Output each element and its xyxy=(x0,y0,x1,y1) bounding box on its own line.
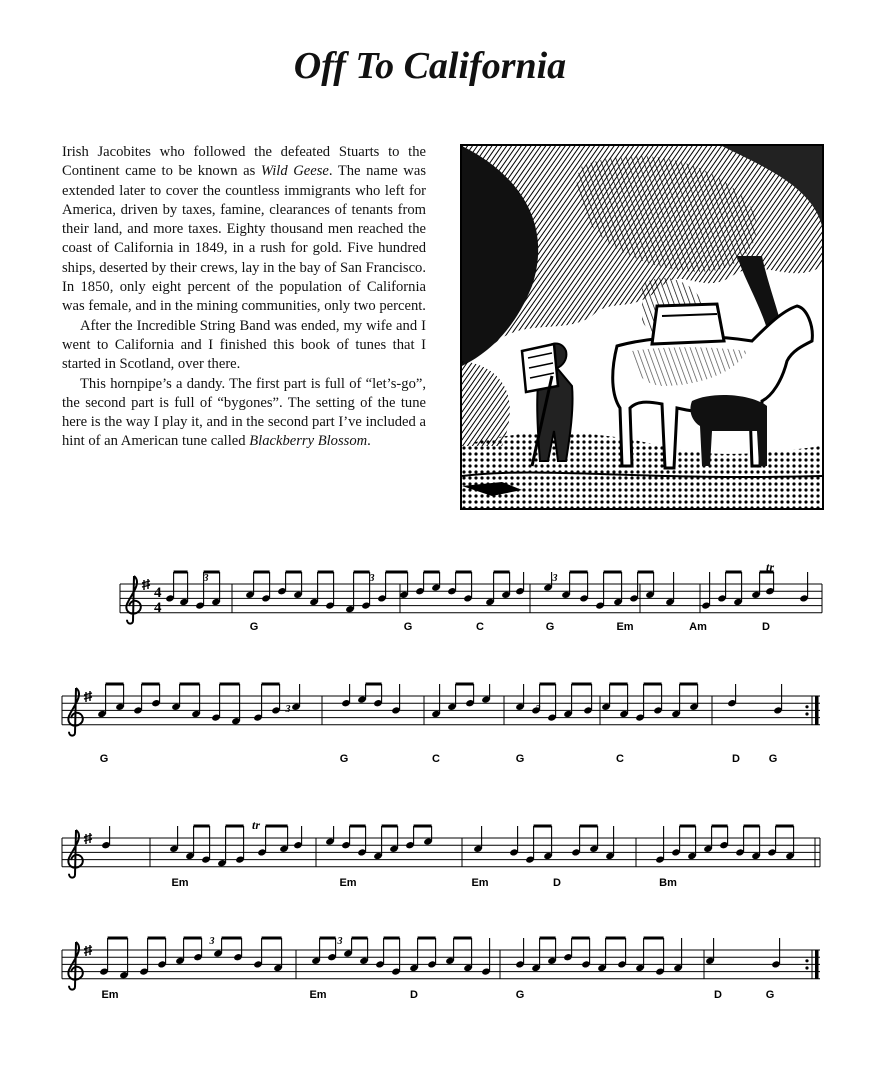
chord-label: D xyxy=(410,989,418,1001)
triplet-mark: 3 xyxy=(552,573,558,584)
triplet-mark: 3 xyxy=(285,704,291,715)
chord-label: G xyxy=(403,621,413,633)
chord-label: Em xyxy=(101,989,119,1001)
chord-label: G xyxy=(249,621,259,633)
chord-label: Bm xyxy=(659,877,677,889)
chord-label: G xyxy=(765,989,775,1001)
treble-clef-icon xyxy=(68,830,82,878)
chord-label: Em xyxy=(339,877,357,889)
treble-clef-icon xyxy=(68,688,82,736)
chord-label: G xyxy=(515,989,525,1001)
repeat-dot xyxy=(805,712,808,715)
repeat-dot xyxy=(805,966,808,969)
trill-ornament: tr xyxy=(766,560,775,574)
triplet-mark: 3 xyxy=(209,936,215,947)
final-barline xyxy=(815,950,819,979)
staff-row-3 xyxy=(62,818,820,889)
chord-label: Em xyxy=(471,877,489,889)
chord-label: D xyxy=(714,989,722,1001)
chord-label: D xyxy=(762,621,770,633)
chord-label: C xyxy=(476,621,484,633)
paragraph-california: After the Incredible String Band was ended, my wife and I went to California and I finished this book of tunes that I started in Scotland, over there. xyxy=(62,317,426,373)
chord-label: G xyxy=(339,753,349,765)
triplet-mark: 3 xyxy=(535,704,541,715)
paragraph-hornpipe: This hornpipe’s a dandy. The first part is full of “let’s-go”, the second part is full of “bygones”. The setting of the tune here is the way I play it, and in the second part I’ve included a hint of an American tune called Blackberry Blossom. xyxy=(62,375,426,450)
chord-label: Am xyxy=(689,621,707,633)
trill-ornament: tr xyxy=(252,818,261,832)
triplet-mark: 3 xyxy=(203,573,209,584)
repeat-dot xyxy=(805,705,808,708)
triplet-mark: 3 xyxy=(369,573,375,584)
staff-row-4 xyxy=(62,936,820,1001)
chord-label: Em xyxy=(171,877,189,889)
staff-row-1 xyxy=(120,560,822,633)
treble-clef-icon xyxy=(126,576,140,624)
chord-label: Em xyxy=(309,989,327,1001)
time-signature-bottom: 4 xyxy=(154,600,162,616)
time-signature-top: 4 xyxy=(154,585,162,601)
chord-label: C xyxy=(616,753,624,765)
chord-label: G xyxy=(99,753,109,765)
treble-clef-icon xyxy=(68,942,82,990)
chord-label: C xyxy=(432,753,440,765)
triplet-mark: 3 xyxy=(337,936,343,947)
chord-label: G xyxy=(515,753,525,765)
paragraph-history: Irish Jacobites who followed the defeated Stuarts to the Continent came to be known as Wild Geese. The name was extended later to cover the countless immigrants who left for America, driven by taxes, famine, clearances of tenants from their land, and more taxes. Eighty thousand men reached the coast of California in 1849, in a rush for gold. Five hundred ships, deserted by their crews, lay in the bay of San Francisco. In 1850, only eight percent of the population of California was female, and in the mining communities, only two percent. xyxy=(62,144,427,315)
repeat-dot xyxy=(805,959,808,962)
final-barline xyxy=(815,696,819,725)
chord-label: D xyxy=(553,877,561,889)
chord-label: D xyxy=(732,753,740,765)
staff-row-2 xyxy=(62,684,820,765)
page-title: Off To California xyxy=(293,45,567,87)
chord-label: Em xyxy=(616,621,634,633)
chord-label: G xyxy=(768,753,778,765)
chord-label: G xyxy=(545,621,555,633)
